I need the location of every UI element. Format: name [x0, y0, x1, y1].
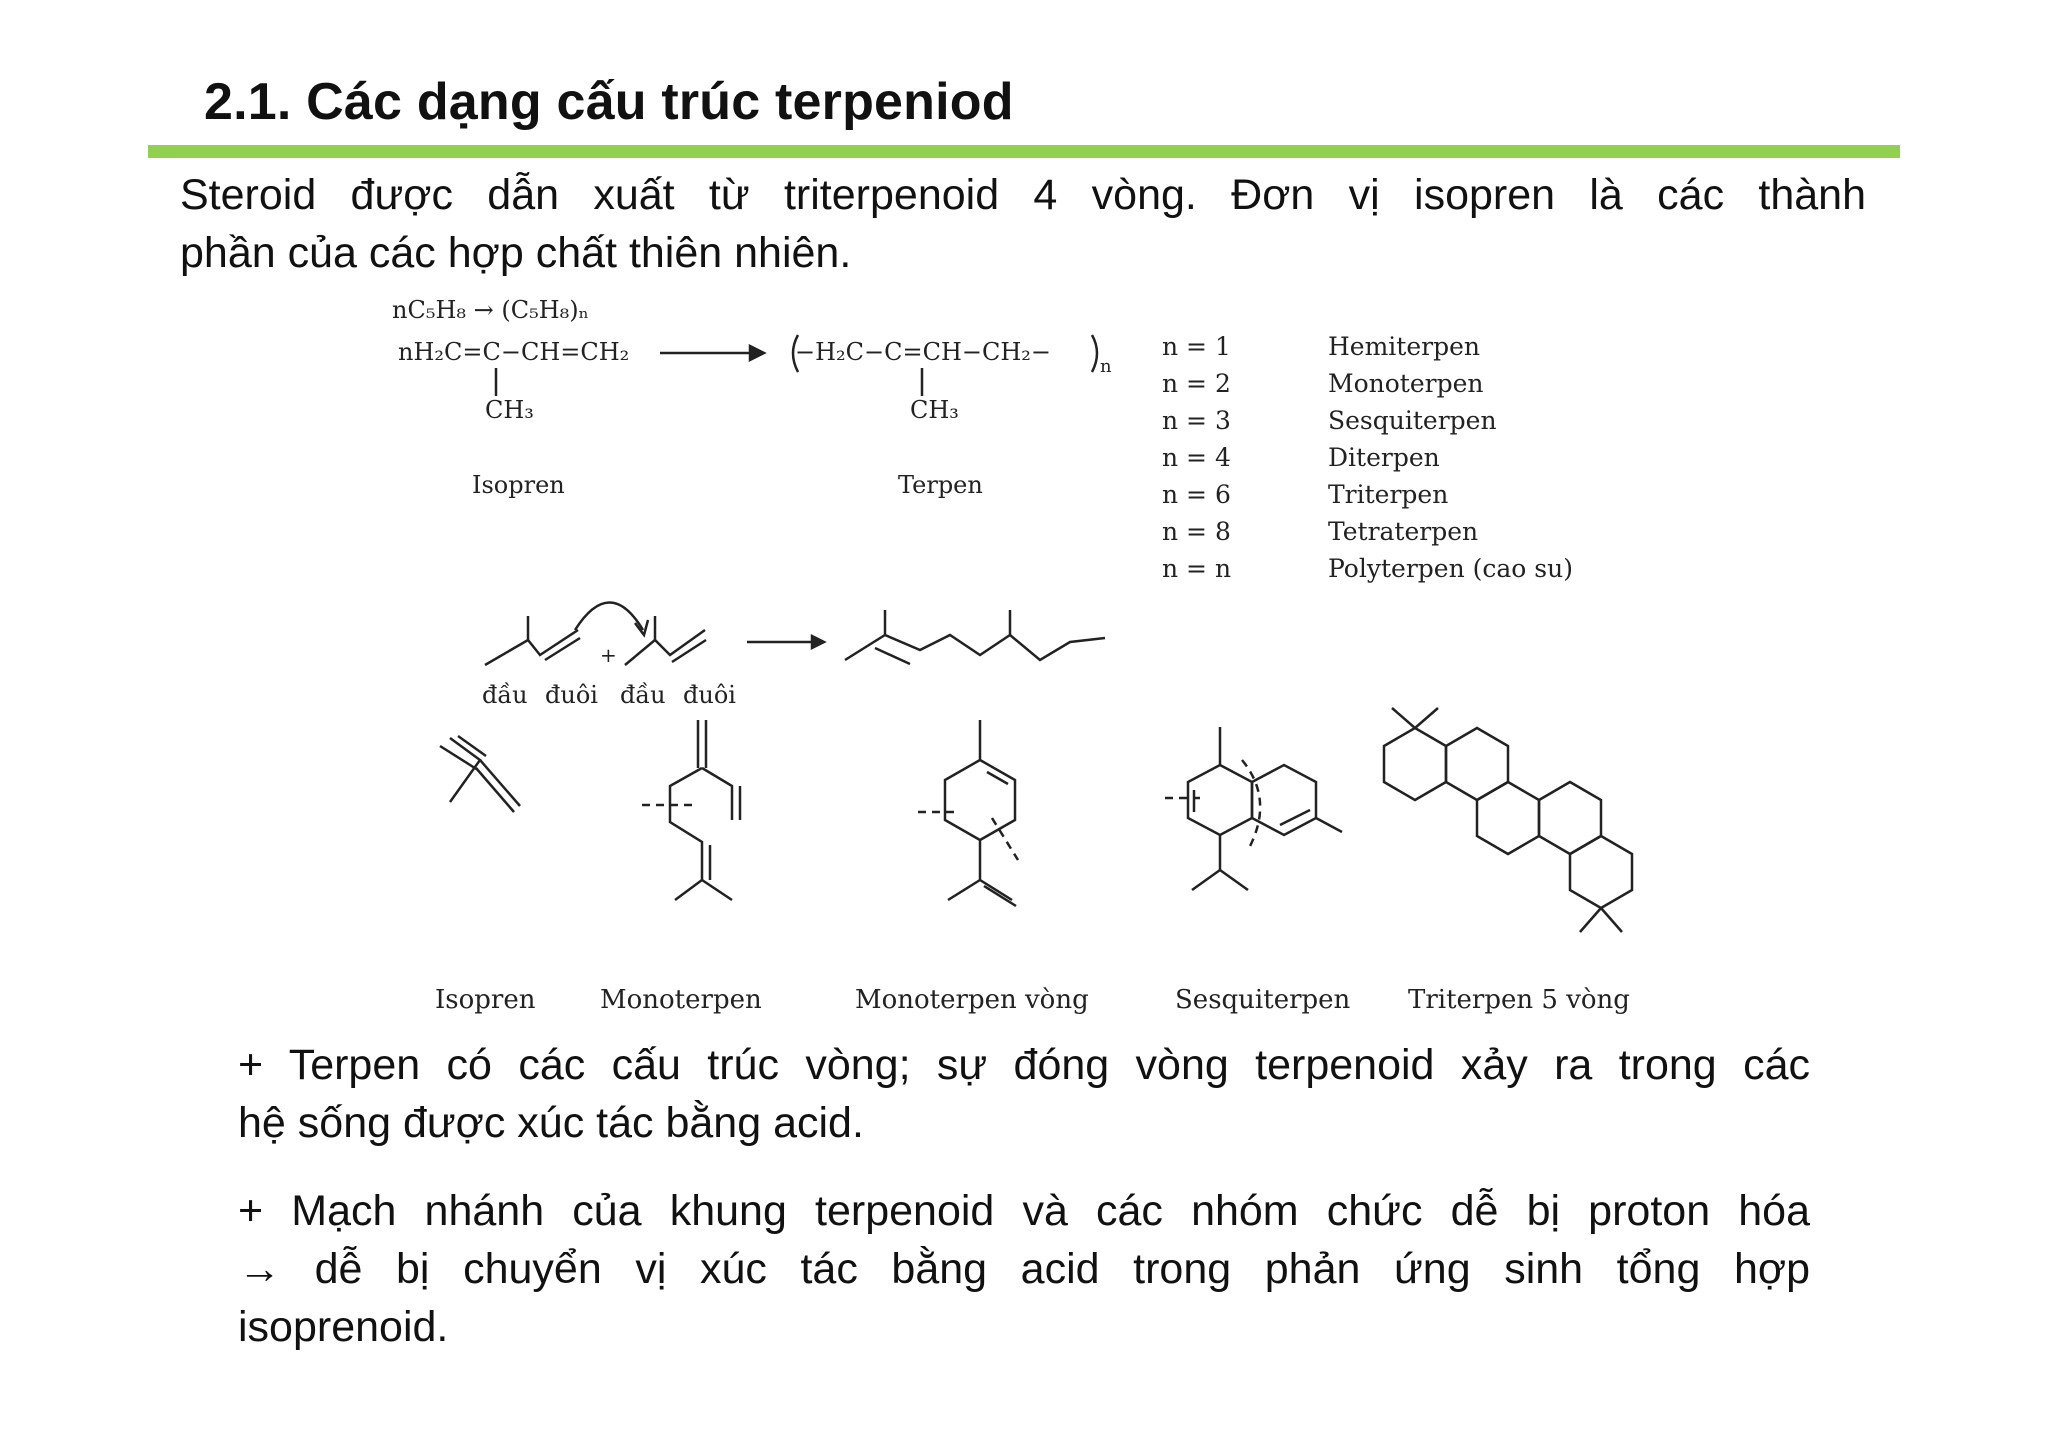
class-n-6: n = 8 [1162, 517, 1231, 546]
class-name-7: Polyterpen (cao su) [1328, 554, 1573, 583]
title-underline [148, 145, 1900, 158]
structure-label-sesquiterpen: Sesquiterpen [1175, 985, 1351, 1015]
class-n-5: n = 6 [1162, 480, 1231, 509]
isoprene-skeleton [440, 736, 520, 812]
terpen-caption: Terpen [898, 471, 983, 499]
terpene-formula: −H₂C−C=CH−CH₂− [795, 338, 1052, 366]
class-name-1: Hemiterpen [1328, 332, 1480, 361]
class-n-3: n = 3 [1162, 406, 1231, 435]
coupling-curved-arrow [575, 603, 643, 631]
class-n-2: n = 2 [1162, 369, 1231, 398]
plus-sign: + [600, 643, 617, 667]
reaction-arrowhead [750, 346, 764, 360]
terpene-structures-figure [380, 290, 1680, 1030]
class-name-4: Diterpen [1328, 443, 1440, 472]
bullet-2-line-2: → dễ bị chuyển vị xúc tác bằng acid trong phản ứng sinh tổng hợp [238, 1245, 1810, 1293]
head-label-2: đầu [620, 681, 666, 709]
slide-title: 2.1. Các dạng cấu trúc terpeniod [204, 73, 1014, 131]
class-name-2: Monoterpen [1328, 369, 1484, 398]
isoprene-methyl: CH₃ [485, 396, 534, 424]
head-label-1: đầu [482, 681, 528, 709]
bullet-1-line-2: hệ sống được xúc tác bằng acid. [238, 1099, 864, 1147]
intro-line-2: phần của các hợp chất thiên nhiên. [180, 229, 852, 277]
structure-label-triterpen-5-vong: Triterpen 5 vòng [1408, 985, 1630, 1015]
polymerization-equation: nC₅H₈ → (C₅H₈)ₙ [392, 296, 590, 324]
isoprene-formula: nH₂C=C−CH=CH₂ [398, 338, 630, 366]
terpene-subscript-n: n [1100, 356, 1112, 377]
head-tail-coupling [485, 603, 1105, 666]
bullet-2 [238, 1182, 1810, 1356]
structure-label-isopren: Isopren [435, 985, 536, 1015]
structure-label-monoterpen-vong: Monoterpen vòng [855, 985, 1089, 1015]
bullet-1-line-1: + Terpen có các cấu trúc vòng; sự đóng vòng terpenoid xảy ra trong các [238, 1041, 1810, 1089]
bullet-2-line-3: isoprenoid. [238, 1303, 449, 1351]
cyclic-monoterpene-skeleton [918, 720, 1018, 906]
bullet-1 [238, 1036, 1810, 1152]
class-name-6: Tetraterpen [1328, 517, 1479, 546]
isopren-caption: Isopren [472, 471, 565, 499]
tail-label-1: đuôi [545, 681, 598, 709]
class-name-5: Triterpen [1328, 480, 1449, 509]
triterpene-5-ring-skeleton [1384, 708, 1632, 932]
class-n-4: n = 4 [1162, 443, 1231, 472]
intro-paragraph [180, 166, 1866, 282]
terpene-methyl: CH₃ [910, 396, 959, 424]
right-bracket [1092, 335, 1097, 372]
class-n-1: n = 1 [1162, 332, 1231, 361]
tail-label-2: đuôi [683, 681, 736, 709]
monoterpene-skeleton [642, 720, 740, 900]
monoterpene-chain [845, 635, 1105, 660]
class-n-7: n = n [1162, 554, 1232, 583]
intro-line-1: Steroid được dẫn xuất từ triterpenoid 4 vòng. Đơn vị isopren là các thành [180, 171, 1866, 219]
structure-label-monoterpen: Monoterpen [600, 985, 762, 1015]
class-name-3: Sesquiterpen [1328, 406, 1497, 435]
sesquiterpene-skeleton [1165, 727, 1342, 890]
bullet-2-line-1: + Mạch nhánh của khung terpenoid và các nhóm chức dễ bị proton hóa [238, 1187, 1810, 1235]
